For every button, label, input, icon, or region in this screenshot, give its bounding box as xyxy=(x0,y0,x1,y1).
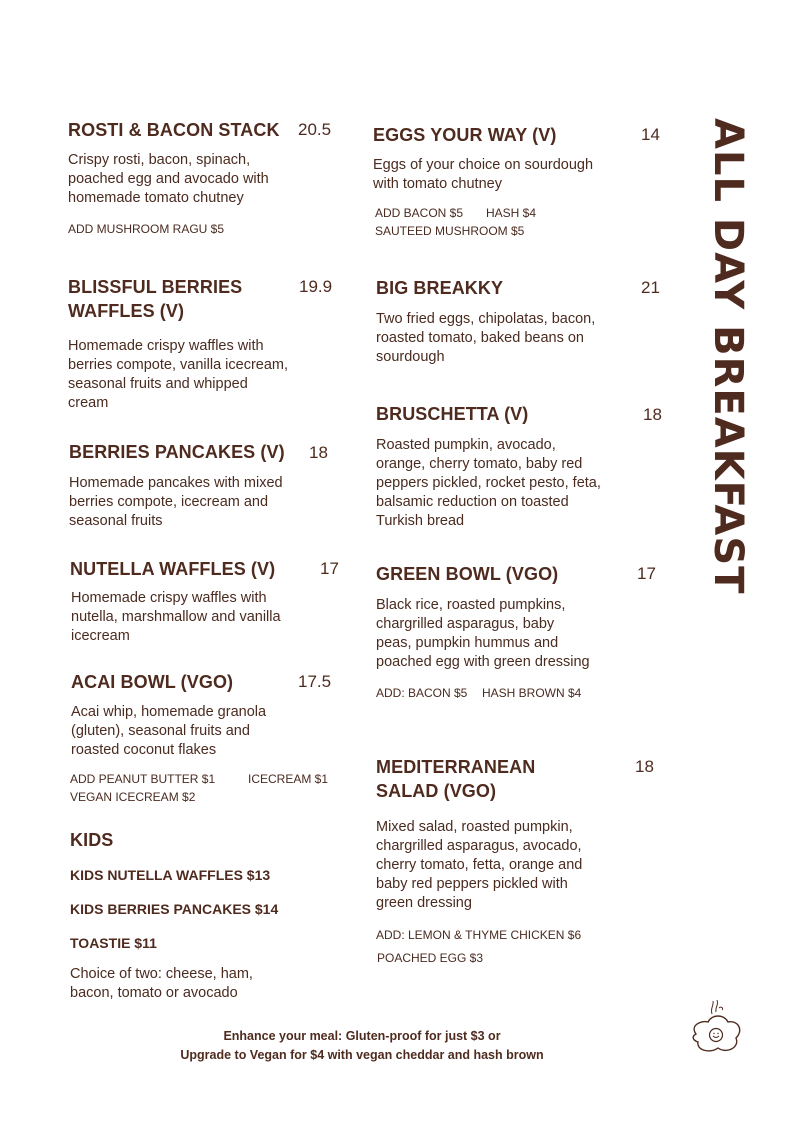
item-name: BRUSCHETTA (V) xyxy=(376,404,529,424)
item-description: Crispy rosti, bacon, spinach, poached egg and avocado with homemade tomato chutney xyxy=(68,152,269,206)
item-name: MEDITERRANEAN SALAD (VGO) xyxy=(376,757,536,801)
page-title-vertical: ALL DAY BREAKFAST xyxy=(705,118,751,595)
item-description: Homemade crispy waffles with berries compote, vanilla icecream, seasonal fruits and whipped cream xyxy=(68,338,289,411)
item-name: NUTELLA WAFFLES (V) xyxy=(70,559,276,579)
kids-item: KIDS BERRIES PANCAKES $14 xyxy=(70,901,279,917)
footer-note xyxy=(140,1027,584,1065)
kids-description: Choice of two: cheese, ham, bacon, tomato or avocado xyxy=(70,966,253,1001)
item-description: Homemade crispy waffles with nutella, marshmallow and vanilla icecream xyxy=(71,590,281,644)
menu-item-acai-bowl xyxy=(71,670,346,806)
fried-egg-icon xyxy=(686,996,744,1058)
item-description: Acai whip, homemade granola (gluten), seasonal fruits and roasted coconut flakes xyxy=(71,704,267,758)
addon-poached-egg: POACHED EGG $3 xyxy=(377,951,484,965)
item-name: BLISSFUL BERRIES WAFFLES (V) xyxy=(68,277,243,321)
item-price: 19.9 xyxy=(299,277,333,296)
item-addon xyxy=(375,204,673,222)
item-price: 21 xyxy=(641,278,660,297)
addon-hash: HASH $4 xyxy=(486,206,537,220)
addon-mushroom: SAUTEED MUSHROOM $5 xyxy=(375,224,525,238)
item-price: 18 xyxy=(309,443,328,462)
menu-item-eggs-your-way xyxy=(373,123,673,240)
item-addon xyxy=(376,684,676,702)
addon-bacon: ADD: BACON $5 xyxy=(376,686,468,700)
item-description: Eggs of your choice on sourdough with tomato chutney xyxy=(373,157,594,192)
kids-heading: KIDS xyxy=(70,830,114,850)
item-description: Mixed salad, roasted pumpkin, chargrilled asparagus, avocado, cherry tomato, fetta, orange and baby red peppers pickled with green dressing xyxy=(376,819,583,911)
item-price: 18 xyxy=(635,757,654,776)
item-name: ROSTI & BACON STACK xyxy=(68,120,280,140)
kids-item: KIDS NUTELLA WAFFLES $13 xyxy=(70,867,271,883)
menu-item-green-bowl xyxy=(376,562,676,702)
item-description: Two fried eggs, chipolatas, bacon, roasted tomato, baked beans on sourdough xyxy=(376,311,596,365)
item-name: ACAI BOWL (VGO) xyxy=(71,672,234,692)
item-price: 20.5 xyxy=(298,120,332,139)
menu-item-berries-pancakes xyxy=(69,440,344,531)
kids-section xyxy=(70,828,330,1003)
item-addon xyxy=(70,770,346,788)
item-description: Roasted pumpkin, avocado, orange, cherry tomato, baby red peppers pickled, rocket pesto, feta, balsamic reduction on toasted Turkish bread xyxy=(376,437,601,529)
item-name: EGGS YOUR WAY (V) xyxy=(373,125,557,145)
addon-hash-brown: HASH BROWN $4 xyxy=(482,686,582,700)
item-price: 17.5 xyxy=(298,672,332,691)
menu-item-bruschetta xyxy=(376,402,676,531)
item-price: 18 xyxy=(643,405,662,424)
item-description: Homemade pancakes with mixed berries compote, icecream and seasonal fruits xyxy=(69,475,283,529)
item-addon: ADD MUSHROOM RAGU $5 xyxy=(68,222,225,236)
menu-item-nutella-waffles xyxy=(70,557,345,646)
addon-bacon: ADD BACON $5 xyxy=(375,206,464,220)
item-name: BIG BREAKKY xyxy=(376,278,504,298)
item-description: Black rice, roasted pumpkins, chargrilled asparagus, baby peas, pumpkin hummus and poached egg with green dressing xyxy=(376,597,590,670)
menu-item-rosti xyxy=(68,118,343,238)
addon-chicken: ADD: LEMON & THYME CHICKEN $6 xyxy=(376,928,582,942)
menu-item-big-breakky xyxy=(376,276,676,367)
menu-item-berries-waffles xyxy=(68,275,343,413)
item-price: 14 xyxy=(641,125,660,144)
kids-item: TOASTIE $11 xyxy=(70,935,157,951)
item-name: GREEN BOWL (VGO) xyxy=(376,564,559,584)
addon-vegan-icecream: VEGAN ICECREAM $2 xyxy=(70,790,196,804)
addon-icecream: ICECREAM $1 xyxy=(248,772,329,786)
item-name: BERRIES PANCAKES (V) xyxy=(69,442,285,462)
footer-line: Enhance your meal: Gluten-proof for just $3 or xyxy=(223,1029,501,1043)
item-price: 17 xyxy=(637,564,656,583)
menu-item-mediterranean-salad xyxy=(376,755,676,967)
footer-line: Upgrade to Vegan for $4 with vegan cheddar and hash brown xyxy=(180,1048,544,1062)
item-price: 17 xyxy=(320,559,339,578)
addon-peanut-butter: ADD PEANUT BUTTER $1 xyxy=(70,772,216,786)
